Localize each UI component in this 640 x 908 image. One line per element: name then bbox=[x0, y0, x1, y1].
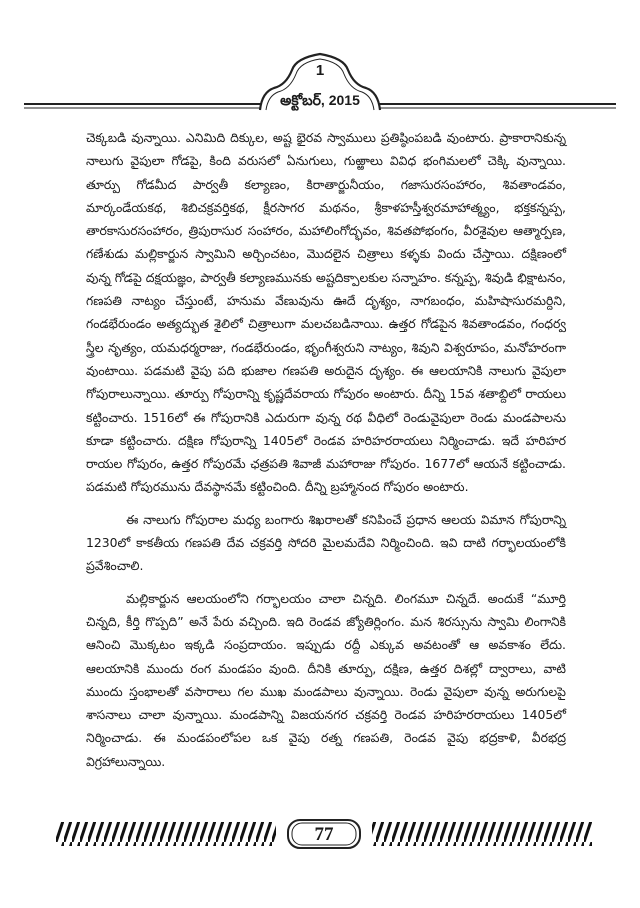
issue-date: అక్టోబర్, 2015 bbox=[280, 92, 360, 108]
page-number: 77 bbox=[314, 824, 334, 845]
page-footer bbox=[56, 818, 592, 850]
paragraph-2: ఈ నాలుగు గోపురాల మధ్య బంగారు శిఖరాలతో కనిపించే ప్రధాన ఆలయ విమాన గోపురాన్ని 1230లో కాకతీయ గణపతి దేవ చక్రవర్తి సోదరి మైలమదేవి నిర్మించింది. ఇవి దాటి గర్భాలయంలోకి ప్రవేశించాలి. bbox=[86, 511, 566, 574]
page-header bbox=[0, 52, 640, 122]
article-body bbox=[86, 126, 566, 782]
paragraph-1: చెక్కబడి వున్నాయి. ఎనిమిది దిక్కుల, అష్ట భైరవ స్వాములు ప్రతిష్ఠింపబడి వుంటారు. ప్రాకారానికున్న నాలుగు వైపులా గోడపై, కింది వరుసలో ఏనుగులు, గుఱ్ఱాలు వివిధ భంగిమలలో చెక్కి వున్నాయి. తూర్పు గోడమీద పార్వతీ కల్యాణం, కిరాతార్జునీయం, గజాసురసంహారం, శివతాండవం, మార్కండేయకథ, శిబిచక్రవర్తికథ, క్షీరసాగర మథనం, శ్రీకాళహస్తీశ్వరమాహాత్మ్యం, భక్తకన్నప్ప, తారకాసురసంహారం, త్రిపురాసుర సంహారం, మహాలింగోద్భవం, శివతపోభంగం, వీరశైవుల ఆత్మార్పణ, గణేశుడు మల్లికార్జున స్వామిని అర్చించటం, మొదలైన చిత్రాలు కళ్ళకు విందు చేస్తాయి. దక్షిణంలో వున్న గోడపై దక్షయజ్ఞం, పార్వతీ కల్యాణమునకు అష్టదిక్పాలకుల సన్నాహం. కన్నప్ప, శివుడి భిక్షాటనం, గణపతి నాట్యం చేస్తుంటే, హనుమ వేణువును ఊదే దృశ్యం, నాగబంధం, మహిషాసురమర్దిని, గండభేరుండం అత్యద్భుత శైలిలో చిత్రాలుగా మలచబడినాయి. ఉత్తర గోడపైన శివతాండవం, గంధర్వ స్త్రీల నృత్యం, యమధర్మరాజు, గండభేరుండం, భృంగీశ్వరుని నాట్యం, శివుని విశ్వరూపం, మనోహరంగా వుంటాయి. పడమటి వైపు పది భుజాల గణపతి అరుదైన దృశ్యం. ఈ ఆలయానికి నాలుగు వైపులా గోపురాలున్నాయి. తూర్పు గోపురాన్ని కృష్ణదేవరాయ గోపురం అంటారు. దీన్ని 15వ శతాబ్దిలో రాయలు కట్టించారు. 1516లో ఈ గోపురానికి ఎదురుగా వున్న రథ వీధిలో రెండువైపులా రెండు మండపాలను కూడా కట్టించారు. దక్షిణ గోపురాన్ని 1405లో రెండవ హరిహరరాయలు నిర్మించాడు. ఇదే హరిహర రాయల గోపురం, ఉత్తర గోపురమే ఛత్రపతి శివాజీ మహారాజు గోపురం. 1677లో ఆయనే కట్టించాడు. పడమటి గోపురమును దేవస్థానమే కట్టించింది. దీన్ని బ్రహ్మానంద గోపురం అంటారు. bbox=[86, 130, 567, 495]
paragraph-3: మల్లికార్జున ఆలయంలోని గర్భాలయం చాలా చిన్నది. లింగమూ చిన్నదే. అందుకే “మూర్తి చిన్నది, కీర్తి గొప్పది” అనే పేరు వచ్చింది. ఇది రెండవ జ్యోతిర్లింగం. మన శిరస్సును స్వామి లింగానికి ఆనించి మొక్కటం ఇక్కడి సంప్రదాయం. ఇప్పుడు రద్దీ ఎక్కువ అవటంతో ఆ అవకాశం లేదు. ఆలయానికి ముందు రంగ మండపం వుంది. దీనికి తూర్పు, దక్షిణ, ఉత్తర దిశల్లో ద్వారాలు, వాటి ముందు స్తంభాలతో వసారాలు గల ముఖ మండపాలు వున్నాయి. రెండు వైపులా వున్న అరుగులపై శాసనాలు చాలా వున్నాయి. మండపాన్ని విజయనగర చక్రవర్తి రెండవ హరిహరరాయలు 1405లో నిర్మించాడు. ఈ మండపంలోపల ఒక వైపు రత్న గణపతి, రెండవ వైపు భద్రకాళి, వీరభద్ర విగ్రహాలున్నాయి. bbox=[86, 590, 566, 769]
issue-number: 1 bbox=[315, 62, 325, 79]
